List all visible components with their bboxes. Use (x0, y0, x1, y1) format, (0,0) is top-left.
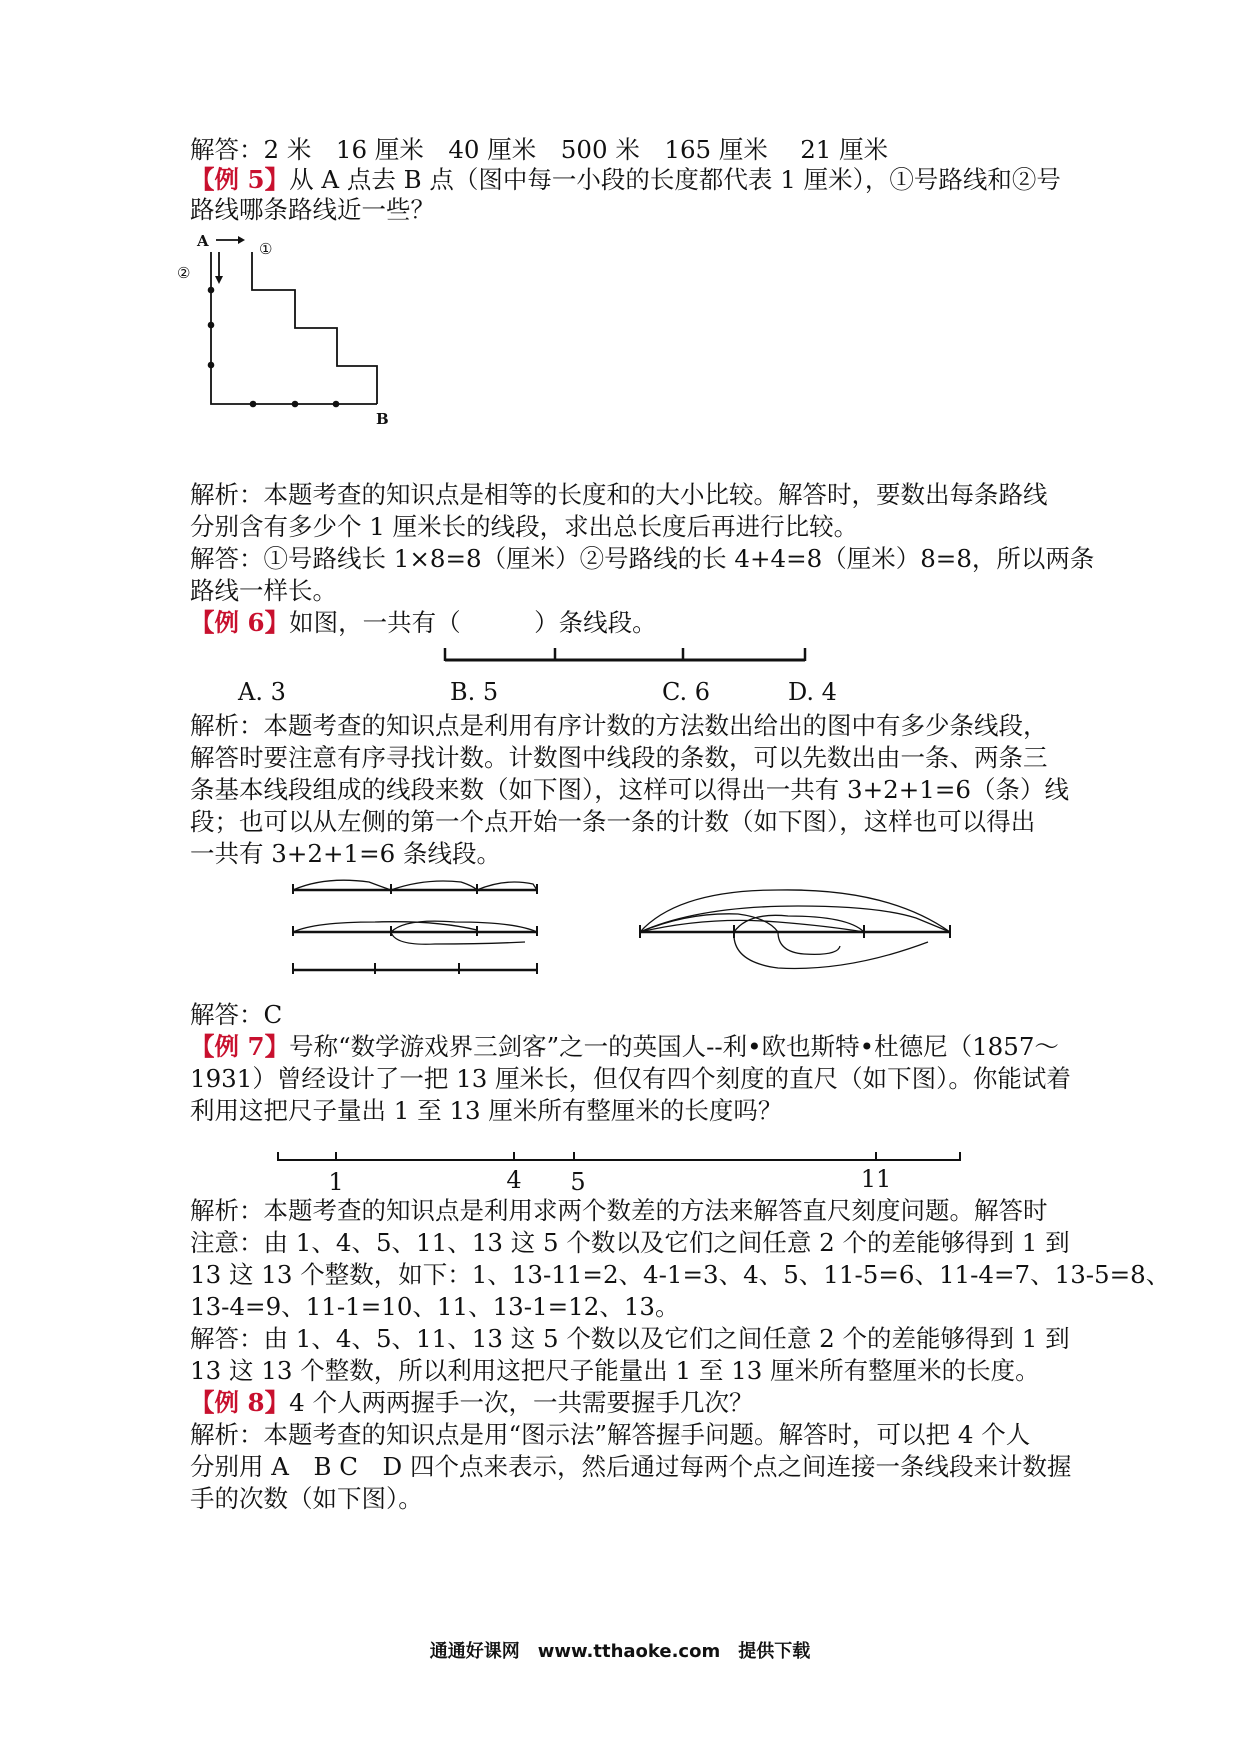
point-a-label: A (197, 232, 209, 250)
ex6-analysis-line2: 解答时要注意有序寻找计数。计数图中线段的条数，可以先数出由一条、两条三 (190, 743, 1048, 772)
ruler-mark-label: 4 (506, 1166, 522, 1194)
ex8-question-line (190, 1386, 1070, 1419)
ex8-analysis-line2: 分别用 A B C D 四个点来表示，然后通过每两个点之间连接一条线段来计数握 (190, 1452, 1072, 1481)
ex5-question-line2: 路线哪条路线近一些？ (190, 195, 435, 224)
ex7-answer-line1: 解答：由 1、4、5、11、13 这 5 个数以及它们之间任意 2 个的差能够得到 1 到 (190, 1324, 1070, 1353)
ex7-analysis-line3: 13 这 13 个整数，如下：1、13-11=2、4-1=3、4、5、11-5=6、11-4=7、13-5=8、 (190, 1260, 1171, 1289)
answer-lengths: 解答：2 米 16 厘米 40 厘米 500 米 165 厘米 21 厘米 (190, 135, 889, 164)
route2-dot (208, 287, 215, 294)
route2-dot (208, 362, 215, 369)
ex5-answer-line1: 解答：①号路线长 1×8=8（厘米）②号路线的长 4+4=8（厘米）8=8，所以两条 (190, 544, 1095, 573)
ruler-mark-label: 11 (860, 1165, 892, 1193)
ex6-analysis-line1: 解析：本题考查的知识点是利用有序计数的方法数出给出的图中有多少条线段， (190, 711, 1048, 740)
ex8-question-text: 4 个人两两握手一次，一共需要握手几次？ (289, 1388, 754, 1417)
route1-arrowhead (238, 236, 245, 244)
ex7-question-line1 (190, 1030, 1070, 1063)
route1-label: ① (259, 240, 273, 258)
ex7-question-text: 号称“数学游戏界三剑客”之一的英国人--利•欧也斯特•杜德尼（1857～ (289, 1032, 1059, 1061)
ex7-label: 【例 7】 (190, 1032, 290, 1061)
route2-label: ② (177, 264, 191, 282)
ex5-route-figure (175, 228, 435, 460)
ex6-option-c: C. 6 (662, 678, 711, 706)
ex5-analysis-line2: 分别含有多少个 1 厘米长的线段，求出总长度后再进行比较。 (190, 512, 859, 541)
ex5-analysis-line1: 解析：本题考查的知识点是相等的长度和的大小比较。解答时，要数出每条路线 (190, 480, 1048, 509)
ex6-segment-figure (435, 640, 815, 670)
ex6-analysis-line3: 条基本线段组成的线段来数（如下图），这样可以得出一共有 3+2+1=6（条）线 (190, 775, 1069, 804)
ex7-analysis-line4: 13-4=9、11-1=10、11、13-1=12、13。 (190, 1292, 680, 1321)
ex8-analysis-line3: 手的次数（如下图）。 (190, 1484, 423, 1513)
ex6-analysis-line5: 一共有 3+2+1=6 条线段。 (190, 839, 502, 868)
ex7-answer-line2: 13 这 13 个整数，所以利用这把尺子能量出 1 至 13 厘米所有整厘米的长度。 (190, 1356, 1040, 1385)
point-b-label: B (376, 410, 389, 428)
ex5-label: 【例 5】 (190, 165, 290, 194)
page-footer: 通通好课网 www.tthaoke.com 提供下载 (429, 1641, 811, 1662)
ruler-mark-label: 5 (570, 1168, 586, 1196)
ex7-question-line2: 1931）曾经设计了一把 13 厘米长，但仅有四个刻度的直尺（如下图）。你能试着 (190, 1064, 1071, 1093)
ruler-mark-label: 1 (328, 1168, 344, 1196)
ex8-analysis-line1: 解析：本题考查的知识点是用“图示法”解答握手问题。解答时，可以把 4 个人 (190, 1420, 1031, 1449)
ex8-label: 【例 8】 (190, 1388, 290, 1417)
ex6-option-b: B. 5 (450, 678, 499, 706)
route2-dot (208, 322, 215, 329)
route2-dot (333, 401, 340, 408)
ex6-count-by-length-figure (285, 872, 550, 980)
route2-arrowhead (215, 276, 223, 284)
route2-dot (292, 401, 299, 408)
ex7-analysis-line2: 注意：由 1、4、5、11、13 这 5 个数以及它们之间任意 2 个的差能够得到 1 到 (190, 1228, 1070, 1257)
ex6-count-from-left-figure (628, 882, 963, 982)
ex6-label: 【例 6】 (190, 608, 290, 637)
route1-path (252, 252, 377, 404)
ex6-question-text: 如图，一共有（ ）条线段。 (289, 608, 657, 637)
ex5-answer-line2: 路线一样长。 (190, 576, 337, 605)
ex5-question-text: 从 A 点去 B 点（图中每一小段的长度都代表 1 厘米），①号路线和②号 (289, 165, 1061, 194)
ex7-question-line3: 利用这把尺子量出 1 至 13 厘米所有整厘米的长度吗？ (190, 1096, 783, 1125)
ex6-option-d: D. 4 (788, 678, 837, 706)
route2-path (211, 252, 377, 404)
ex5-question-line1 (190, 163, 1070, 196)
ex6-option-a: A. 3 (238, 678, 286, 706)
ex7-analysis-line1: 解析：本题考查的知识点是利用求两个数差的方法来解答直尺刻度问题。解答时 (190, 1196, 1048, 1225)
route2-dot (250, 401, 257, 408)
ex6-question-line (190, 606, 1070, 639)
ex6-answer: 解答：C (190, 1000, 283, 1029)
ex6-analysis-line4: 段；也可以从左侧的第一个点开始一条一条的计数（如下图），这样也可以得出 (190, 807, 1036, 836)
